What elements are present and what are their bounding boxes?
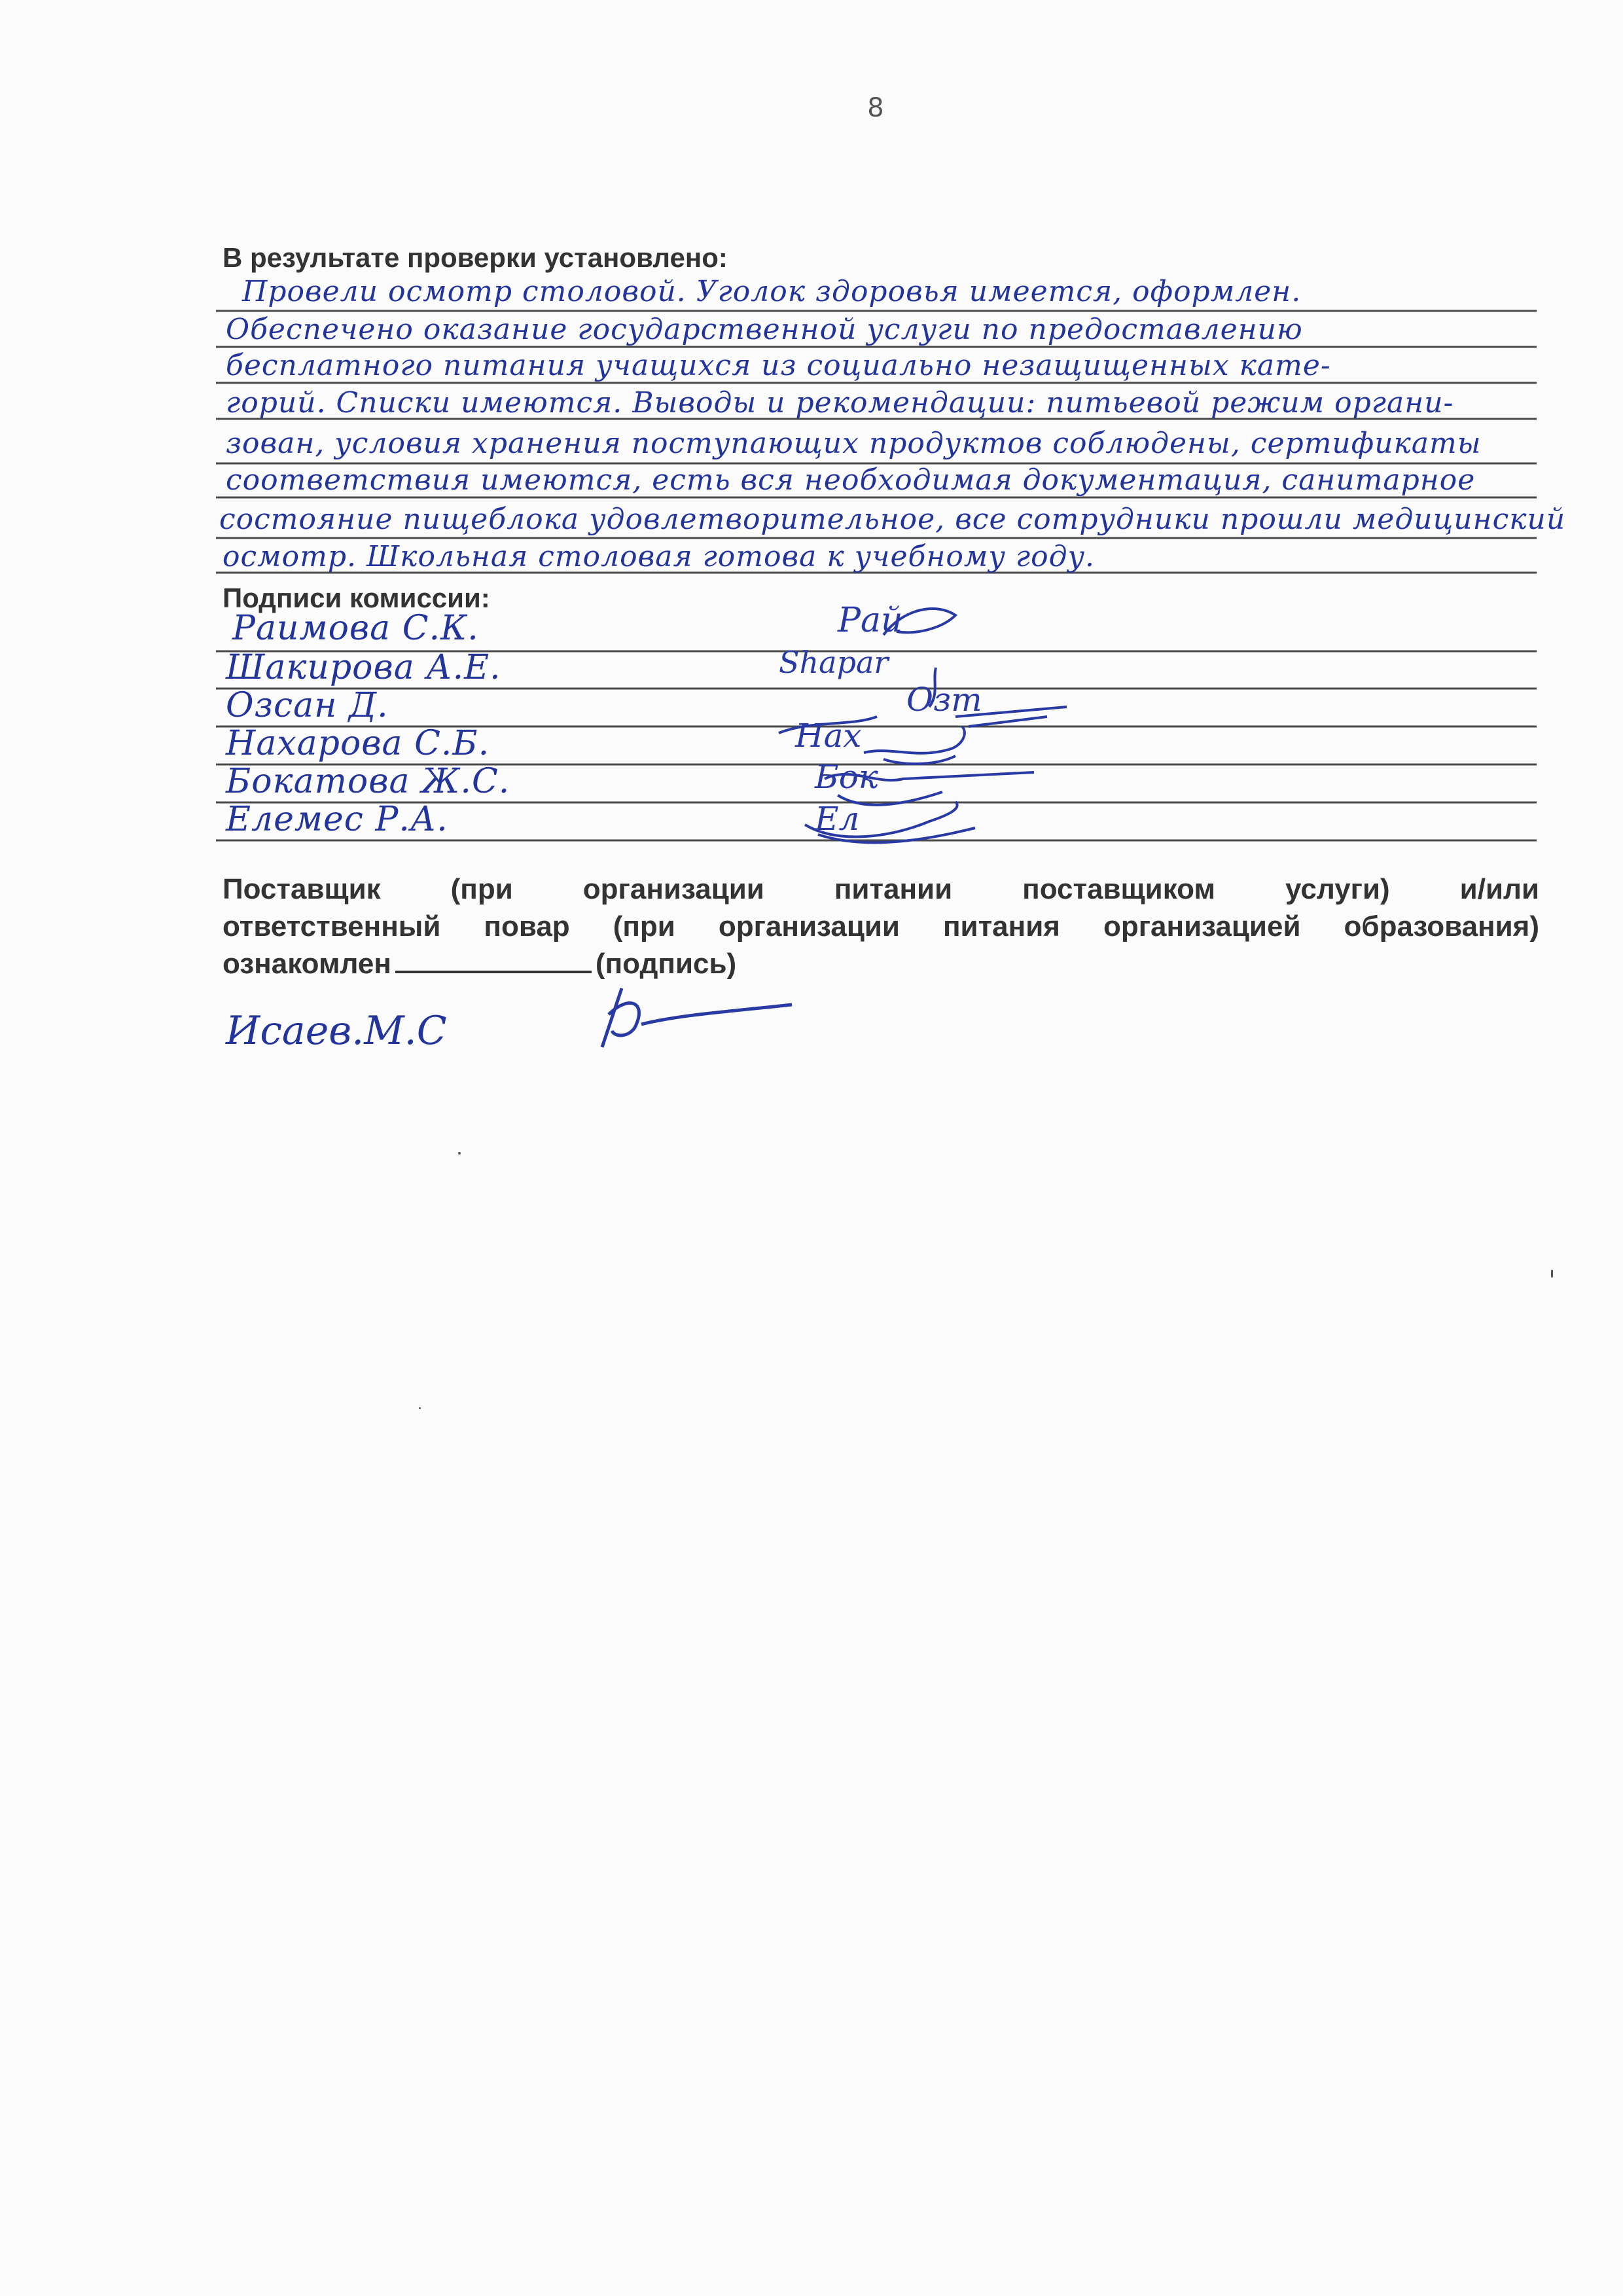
- supplier-line: Поставщик (при организации питании поставщиком услуги) и/или: [223, 873, 1539, 905]
- member-signature: Бок: [815, 758, 878, 796]
- member-name: Озсан Д.: [226, 686, 389, 725]
- member-name: Елемес Р.А.: [226, 800, 448, 839]
- finding-line: Обеспечено оказание государственной услуги по предоставлению: [226, 313, 1303, 346]
- member-signature: Озт: [906, 681, 982, 719]
- member-signature: Ел: [815, 800, 860, 838]
- member-name: Шакирова А.Е.: [226, 648, 501, 687]
- signature-blank: [395, 951, 592, 973]
- supplier-signature-icon: [576, 975, 798, 1060]
- finding-line: состояние пищеблока удовлетворительное, все сотрудники прошли медицинский: [219, 503, 1566, 536]
- finding-line: осмотр. Школьная столовая готова к учебному году.: [223, 540, 1095, 573]
- signature-flourish-icon: [798, 798, 995, 851]
- member-signature: Shapar: [779, 645, 889, 680]
- member-signature: Нах: [795, 717, 862, 755]
- signature-caption: (подпись): [595, 948, 737, 980]
- finding-line: зован, условия хранения поступающих продуктов соблюдены, сертификаты: [226, 427, 1482, 460]
- member-name: Бокатова Ж.С.: [226, 762, 510, 801]
- scan-speck: [458, 1152, 461, 1155]
- supplier-acknowledged-label: ознакомлен: [223, 948, 391, 980]
- page-number: 8: [867, 93, 884, 123]
- member-signature: Рай: [838, 601, 903, 640]
- member-name: Раимова С.К.: [232, 609, 479, 648]
- scan-speck: [419, 1407, 421, 1409]
- finding-line: Провели осмотр столовой. Уголок здоровья имеется, оформлен.: [242, 275, 1302, 308]
- supplier-line: ответственный повар (при организации питания организацией образования): [223, 910, 1539, 942]
- finding-line: горий. Списки имеются. Выводы и рекомендации: питьевой режим органи-: [226, 386, 1454, 420]
- commission-heading: Подписи комиссии:: [223, 583, 490, 613]
- signature-flourish-icon: [877, 602, 969, 648]
- finding-line: соответствия имеются, есть вся необходимая документация, санитарное: [226, 463, 1476, 497]
- scan-speck: [1551, 1270, 1553, 1278]
- finding-line: бесплатного питания учащихся из социально незащищенных кате-: [226, 349, 1331, 382]
- supplier-handwritten-name: Исаев.М.С: [226, 1008, 447, 1054]
- supplier-acknowledgement: [223, 870, 1539, 982]
- findings-heading: В результате проверки установлено:: [223, 242, 728, 273]
- member-name: Нахарова С.Б.: [226, 724, 490, 763]
